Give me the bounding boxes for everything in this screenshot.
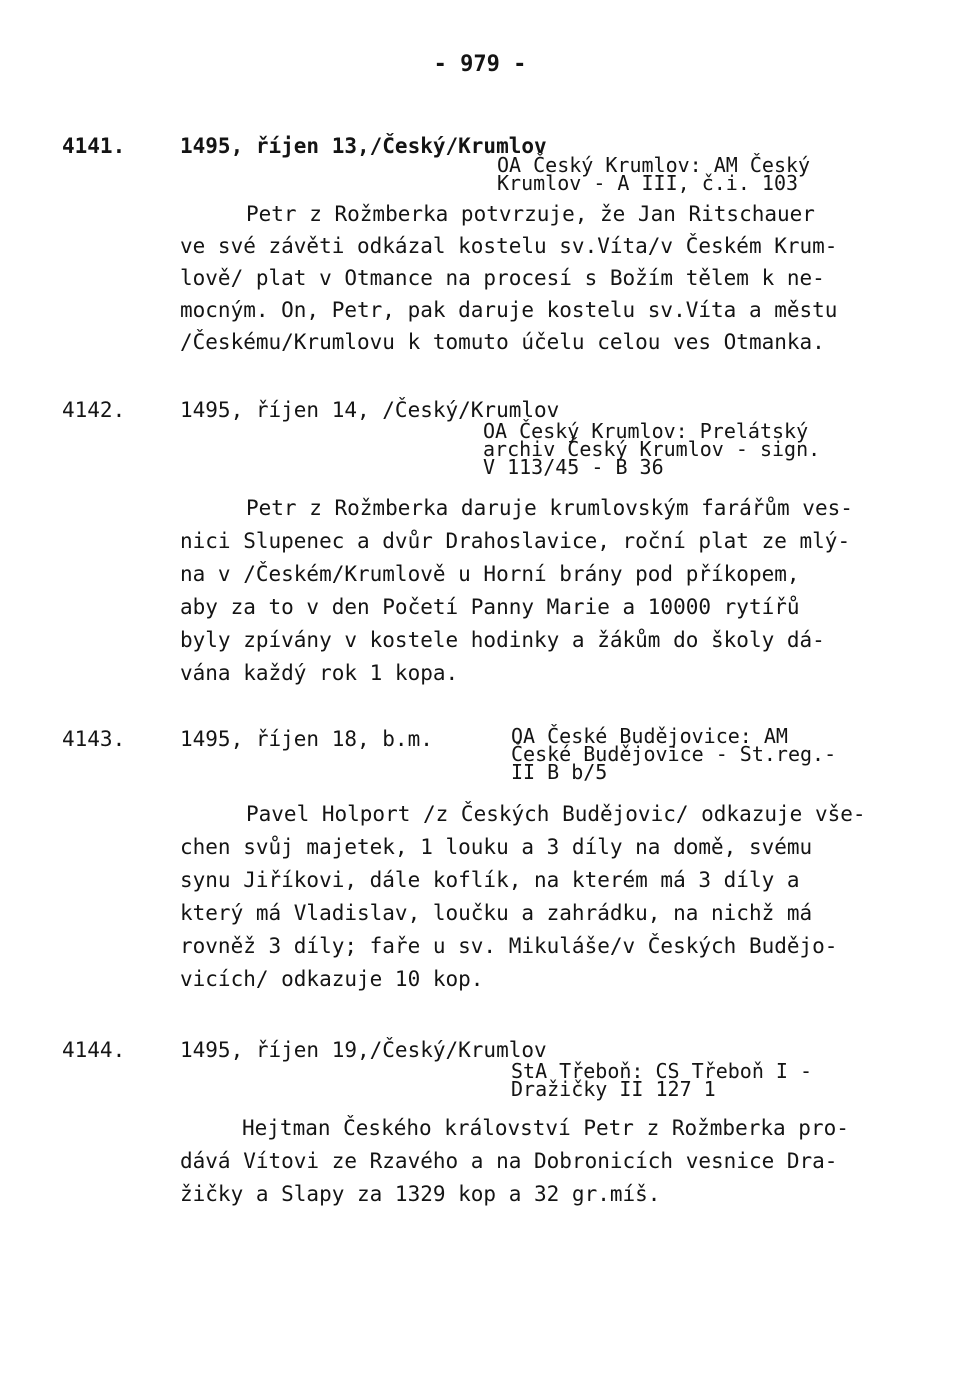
text-line: nici Slupenec a dvůr Drahoslavice, roční plat ze mlý- [180, 529, 851, 553]
entry-source [483, 419, 821, 479]
text-line: žičky a Slapy za 1329 kop a 32 gr.míš. [180, 1182, 661, 1206]
text-line: aby za to v den Početí Panny Marie a 10000 rytířů [180, 595, 800, 619]
entry-date: 1495, říjen 19,/Český/Krumlov [180, 1038, 547, 1062]
entry-date: 1495, říjen 14, /Český/Krumlov [180, 398, 560, 422]
text-line: chen svůj majetek, 1 louku a 3 díly na domě, svému [180, 835, 813, 859]
text-line: synu Jiříkovi, dále koflík, na kterém má 3 díly a [180, 868, 800, 892]
source-line: OA Český Krumlov: AM Český [497, 153, 811, 177]
text-line: Petr z Rožmberka potvrzuje, že Jan Ritschauer [246, 202, 815, 226]
text-line: ve své závěti odkázal kostelu sv.Víta/v Českém Krum- [180, 234, 838, 258]
source-line: OA Český Krumlov: Prelátský [483, 419, 809, 443]
entry-source [497, 153, 811, 195]
text-line: na v /Českém/Krumlově u Horní brány pod příkopem, [180, 562, 800, 586]
text-line: byly zpívány v kostele hodinky a žákům do školy dá- [180, 628, 825, 652]
entry-number: 4141. [62, 134, 126, 158]
text-line: vána každý rok 1 kopa. [180, 661, 459, 685]
text-line: dává Vítovi ze Rzavého a na Dobronicích vesnice Dra- [180, 1149, 838, 1173]
entry-date: 1495, říjen 13,/Český/Krumlov [180, 134, 547, 158]
entry-number: 4144. [62, 1038, 126, 1062]
source-line: Dražičky II 127 1 [511, 1077, 716, 1101]
source-line: Krumlov - A III, č.i. 103 [497, 171, 799, 195]
entry-source [511, 1059, 813, 1101]
entry-source [511, 724, 837, 784]
text-line: mocným. On, Petr, pak daruje kostelu sv.Víta a městu [180, 298, 838, 322]
page-number: - 979 - [433, 52, 527, 77]
source-line: archiv Český Krumlov - sign. [483, 437, 821, 461]
source-line: OA České Budějovice: AM [511, 724, 788, 748]
text-line: který má Vladislav, loučku a zahrádku, na nichž má [180, 901, 813, 925]
text-line: Petr z Rožmberka daruje krumlovským farářům ves- [246, 496, 853, 520]
entry-number: 4142. [62, 398, 126, 422]
source-line: StA Třeboň: CS Třeboň I - [511, 1059, 813, 1083]
text-line: vicích/ odkazuje 10 kop. [180, 967, 484, 991]
text-line: rovněž 3 díly; faře u sv. Mikuláše/v Českých Budějo- [180, 934, 838, 958]
source-line: České Budějovice - St.reg.- [511, 742, 837, 766]
source-line: V 113/45 - B 36 [483, 455, 664, 479]
entry-number: 4143. [62, 727, 126, 751]
text-line: Hejtman Českého království Petr z Rožmberka pro- [242, 1116, 849, 1140]
entry-date: 1495, říjen 18, b.m. [180, 727, 433, 751]
source-line: II B b/5 [511, 760, 608, 784]
text-line: lově/ plat v Otmance na procesí s Božím tělem k ne- [180, 266, 825, 290]
text-line: /Českému/Krumlovu k tomuto účelu celou ves Otmanka. [180, 330, 825, 354]
text-line: Pavel Holport /z Českých Budějovic/ odkazuje vše- [246, 802, 866, 826]
